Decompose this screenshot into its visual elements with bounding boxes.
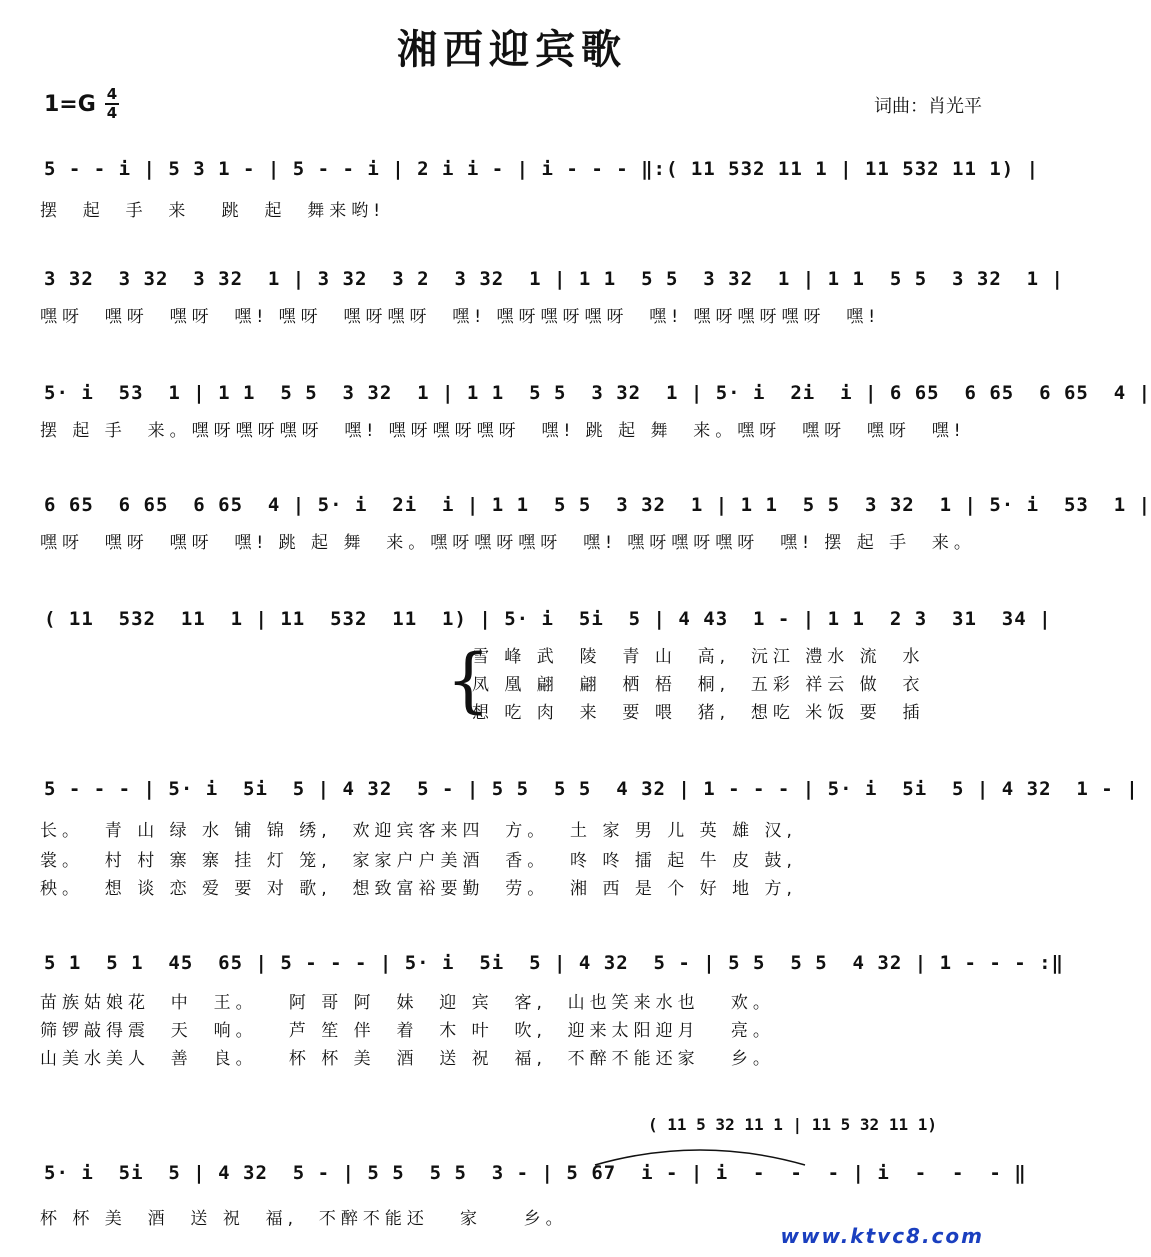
credit: 词曲：肖光平 [874,96,982,117]
lyric-line-7c: 山美水美人 善 良。 杯 杯 美 酒 送 祝 福, 不醉不能还家 乡。 [40,1049,775,1069]
song-title: 湘西迎宾歌 [397,26,627,73]
notation-line-4: 6 65 6 65 6 65 4 | 5· i 2i i | 1 1 5 5 3 32 1 | 1 1 5 5 3 32 1 | 5· i 53 1 | [44,494,1151,516]
lyric-verse-3: 想 吃 肉 来 要 喂 猪, 想吃 米饭 要 插 [472,703,925,723]
notation-line-1: 5 - - i | 5 3 1 - | 5 - - i | 2 i i - | i - - - ‖:( 11 532 11 1 | 11 532 11 1) | [44,158,1040,180]
verse-brace: { [446,639,491,721]
notation-line-7: 5 1 5 1 45 65 | 5 - - - | 5· i 5i 5 | 4 32 5 - | 5 5 5 5 4 32 | 1 - - - :‖ [44,952,1064,974]
time-signature-bottom: 4 [106,104,118,122]
watermark: www.ktvc8.com [780,1224,984,1248]
notation-line-5: ( 11 532 11 1 | 11 532 11 1) | 5· i 5i 5 | 4 43 1 - | 1 1 2 3 31 34 | [44,608,1052,630]
lyric-line-6c: 秧。 想 谈 恋 爱 要 对 歌, 想致富裕要勤 劳。 湘 西 是 个 好 地 方, [40,879,797,899]
lyric-line-6b: 裳。 村 村 寨 寨 挂 灯 笼, 家家户户美酒 香。 咚 咚 擂 起 牛 皮 鼓, [40,851,797,871]
lyric-verse-2: 凤 凰 翩 翩 栖 梧 桐, 五彩 祥云 做 衣 [472,675,925,695]
lyric-line-3: 摆 起 手 来。嘿呀嘿呀嘿呀 嘿! 嘿呀嘿呀嘿呀 嘿! 跳 起 舞 来。嘿呀 嘿呀 嘿呀 嘿! [40,421,966,441]
lyric-line-7a: 苗族姑娘花 中 王。 阿 哥 阿 妹 迎 宾 客, 山也笑来水也 欢。 [40,993,775,1013]
lyric-line-6a: 长。 青 山 绿 水 铺 锦 绣, 欢迎宾客来四 方。 土 家 男 儿 英 雄 汉, [40,821,797,841]
key-signature: 1=G [44,92,96,117]
notation-line-6: 5 - - - | 5· i 5i 5 | 4 32 5 - | 5 5 5 5 4 32 | 1 - - - | 5· i 5i 5 | 4 32 1 - | [44,778,1139,800]
lyric-line-4: 嘿呀 嘿呀 嘿呀 嘿! 跳 起 舞 来。嘿呀嘿呀嘿呀 嘿! 嘿呀嘿呀嘿呀 嘿! 摆 起 手 来。 [40,533,976,553]
notation-line-2: 3 32 3 32 3 32 1 | 3 32 3 2 3 32 1 | 1 1 5 5 3 32 1 | 1 1 5 5 3 32 1 | [44,268,1064,290]
lyric-line-1: 摆 起 手 来 跳 起 舞来哟! [40,201,386,221]
time-signature [104,86,120,122]
lyric-verse-1: 雪 峰 武 陵 青 山 高, 沅江 澧水 流 水 [472,647,925,667]
lyric-line-2: 嘿呀 嘿呀 嘿呀 嘿! 嘿呀 嘿呀嘿呀 嘿! 嘿呀嘿呀嘿呀 嘿! 嘿呀嘿呀嘿呀 嘿! [40,307,881,327]
notation-line-3: 5· i 53 1 | 1 1 5 5 3 32 1 | 1 1 5 5 3 32 1 | 5· i 2i i | 6 65 6 65 6 65 4 | [44,382,1151,404]
lyric-line-7b: 筛锣敲得震 天 响。 芦 笙 伴 着 木 叶 吹, 迎来太阳迎月 亮。 [40,1021,775,1041]
intro-repeat-notation: ( 11 5 32 11 1 | 11 5 32 11 1) [648,1115,937,1134]
lyric-line-8: 杯 杯 美 酒 送 祝 福, 不醉不能还 家 乡。 [40,1209,568,1229]
notation-line-8: 5· i 5i 5 | 4 32 5 - | 5 5 5 5 3 - | 5 67 i - | i - - - | i - - - ‖ [44,1162,1027,1184]
time-signature-top: 4 [106,85,118,103]
